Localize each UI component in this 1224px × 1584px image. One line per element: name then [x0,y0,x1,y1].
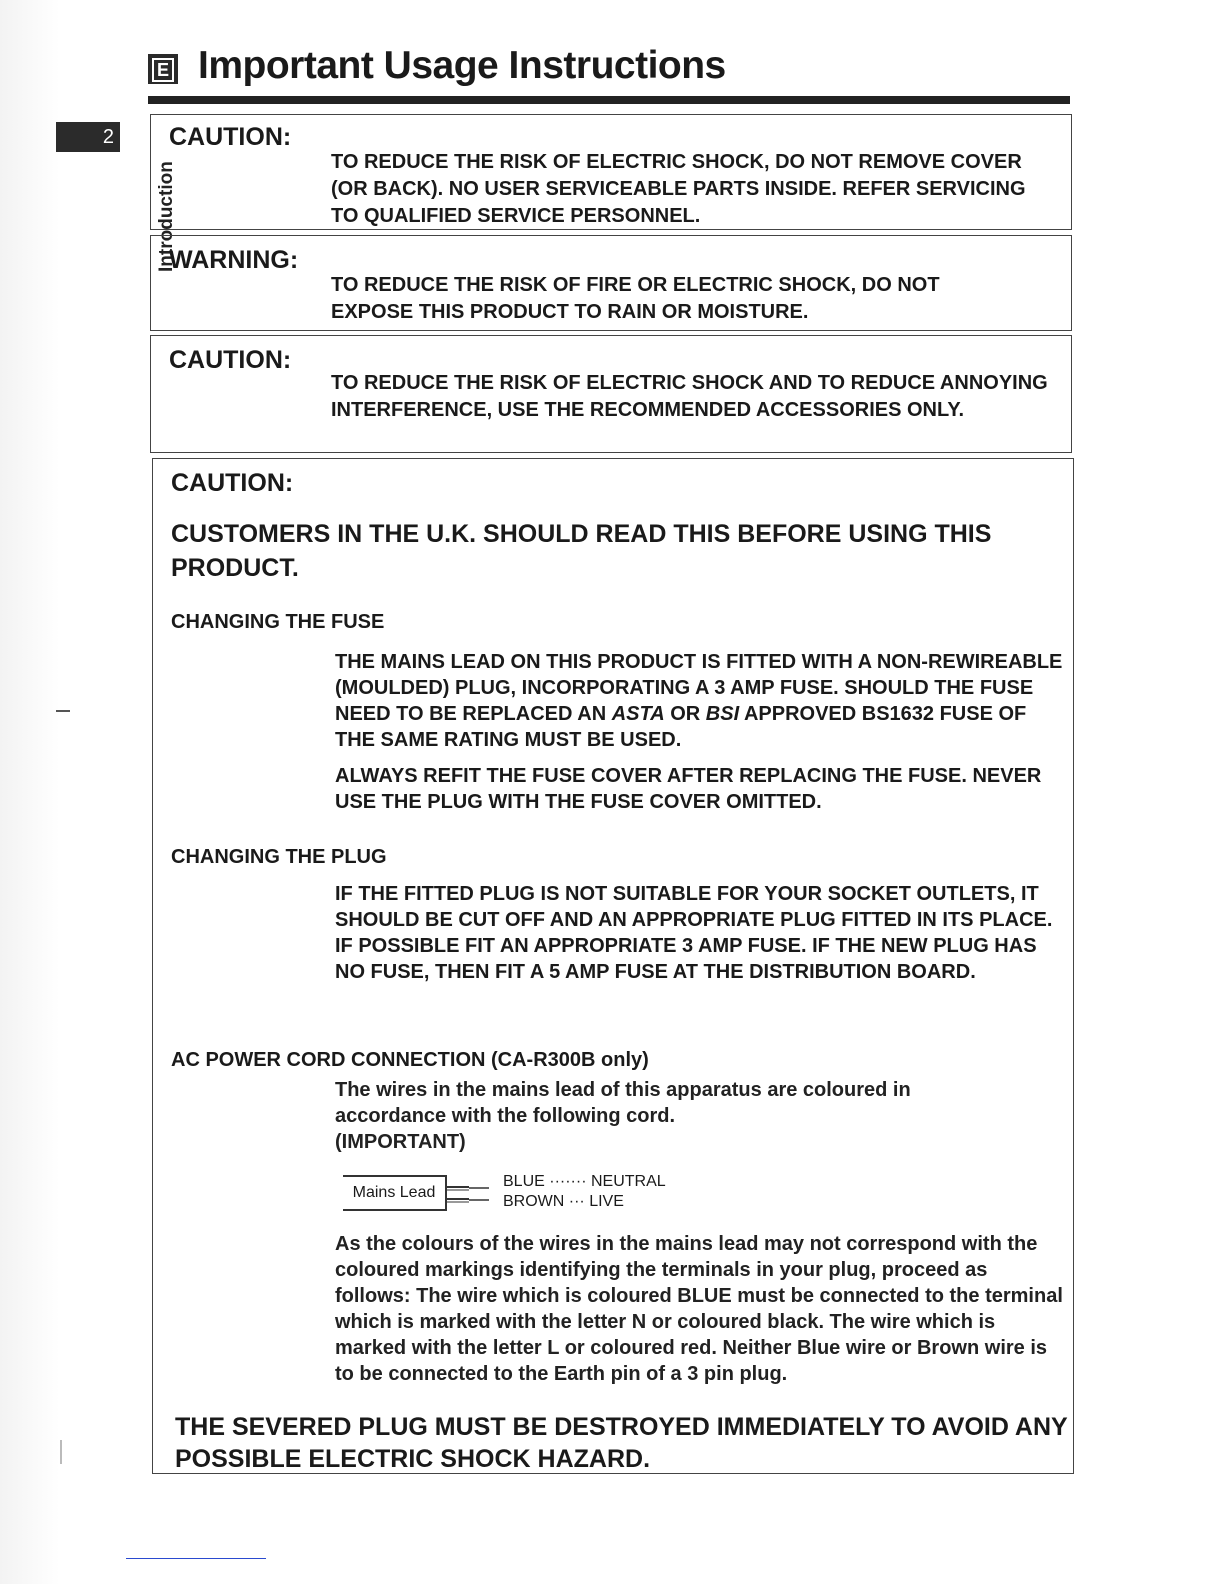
page-edge-shading [0,0,60,1584]
page-header [148,44,1070,106]
caution-label: CAUTION: [171,469,294,497]
caution-box-cover [150,114,1072,230]
language-badge [148,54,178,84]
wire-colours-paragraph: The wires in the mains lead of this apparatus are coloured in accordance with the following cord. [335,1079,911,1127]
mains-lead-label: Mains Lead [343,1175,447,1211]
section-label: Introduction [156,161,177,272]
caution-text: TO REDUCE THE RISK OF ELECTRIC SHOCK, DO NOT REMOVE COVER (OR BACK). NO USER SERVICEABLE PARTS INSIDE. REFER SERVICING TO QUALIFIED SERVICE PERSONNEL. [331,151,1026,227]
side-tab [56,120,177,280]
fuse-cover-paragraph: ALWAYS REFIT THE FUSE COVER AFTER REPLACING THE FUSE. NEVER USE THE PLUG WITH THE FUSE COVER OMITTED. [335,765,1042,813]
asta-term: ASTA [611,703,665,725]
fuse-paragraph [335,649,1065,753]
warning-box [150,235,1072,331]
blue-neutral-label: BLUE ······· NEUTRAL [503,1173,666,1190]
important-note: (IMPORTANT) [335,1131,466,1153]
language-badge-letter: E [152,58,174,82]
margin-mark [56,710,70,712]
caution-box-uk [152,458,1074,1474]
mains-lead-diagram [343,1171,703,1215]
bottom-rule [126,1558,266,1559]
page-number: 2 [102,126,114,148]
severed-plug-warning: THE SEVERED PLUG MUST BE DESTROYED IMMEDIATELY TO AVOID ANY POSSIBLE ELECTRIC SHOCK HAZARD. [175,1413,1068,1473]
fuse-text-part: THE MAINS LEAD ON THIS PRODUCT IS FITTED WITH A NON-REWIREABLE (MOULDED) PLUG, INCORPORATING A 3 AMP FUSE. SHOULD THE FUSE NEED TO BE REPLACED AN [335,651,1063,725]
title-underline [148,96,1070,104]
caution-text: TO REDUCE THE RISK OF ELECTRIC SHOCK AND TO REDUCE ANNOYING INTERFERENCE, USE THE RECOMMENDED ACCESSORIES ONLY. [331,372,1048,421]
page-title: Important Usage Instructions [198,44,726,87]
page-number-tab [56,122,120,152]
warning-text: TO REDUCE THE RISK OF FIRE OR ELECTRIC SHOCK, DO NOT EXPOSE THIS PRODUCT TO RAIN OR MOISTURE. [331,274,940,323]
caution-box-accessories [150,335,1072,453]
caution-label: CAUTION: [169,346,292,374]
brown-live-label: BROWN ··· LIVE [503,1193,624,1210]
plug-paragraph: IF THE FITTED PLUG IS NOT SUITABLE FOR YOUR SOCKET OUTLETS, IT SHOULD BE CUT OFF AND AN APPROPRIATE PLUG FITTED IN ITS PLACE. IF POSSIBLE FIT AN APPROPRIATE 3 AMP FUSE. IF THE NEW PLUG HAS NO FUSE, THEN FIT A 5 AMP FUSE AT THE DISTRIBUTION BOARD. [335,883,1053,983]
margin-mark [60,1440,62,1464]
caution-label: CAUTION: [169,123,292,151]
uk-customers-heading: CUSTOMERS IN THE U.K. SHOULD READ THIS BEFORE USING THIS PRODUCT. [171,520,992,582]
wire-lines-icon [447,1177,493,1209]
bsi-term: BSI [705,703,740,725]
changing-fuse-heading: CHANGING THE FUSE [171,611,385,633]
fuse-text-part: OR [664,703,706,725]
warning-label: WARNING: [169,246,299,274]
ac-power-cord-heading: AC POWER CORD CONNECTION (CA-R300B only) [171,1049,649,1071]
changing-plug-heading: CHANGING THE PLUG [171,846,387,868]
fuse-text-part: APPROVED BS1632 FUSE OF THE SAME RATING MUST BE USED. [335,703,1027,751]
wiring-instructions-paragraph: As the colours of the wires in the mains lead may not correspond with the coloured markings identifying the terminals in your plug, proceed as follows: The wire which is coloured BLUE must be connected to the terminal which is marked with the letter N or coloured black. The wire which is marked with the letter L or coloured red. Neither Blue wire or Brown wire is to be connected to the Earth pin of a 3 pin plug. [335,1233,1063,1385]
